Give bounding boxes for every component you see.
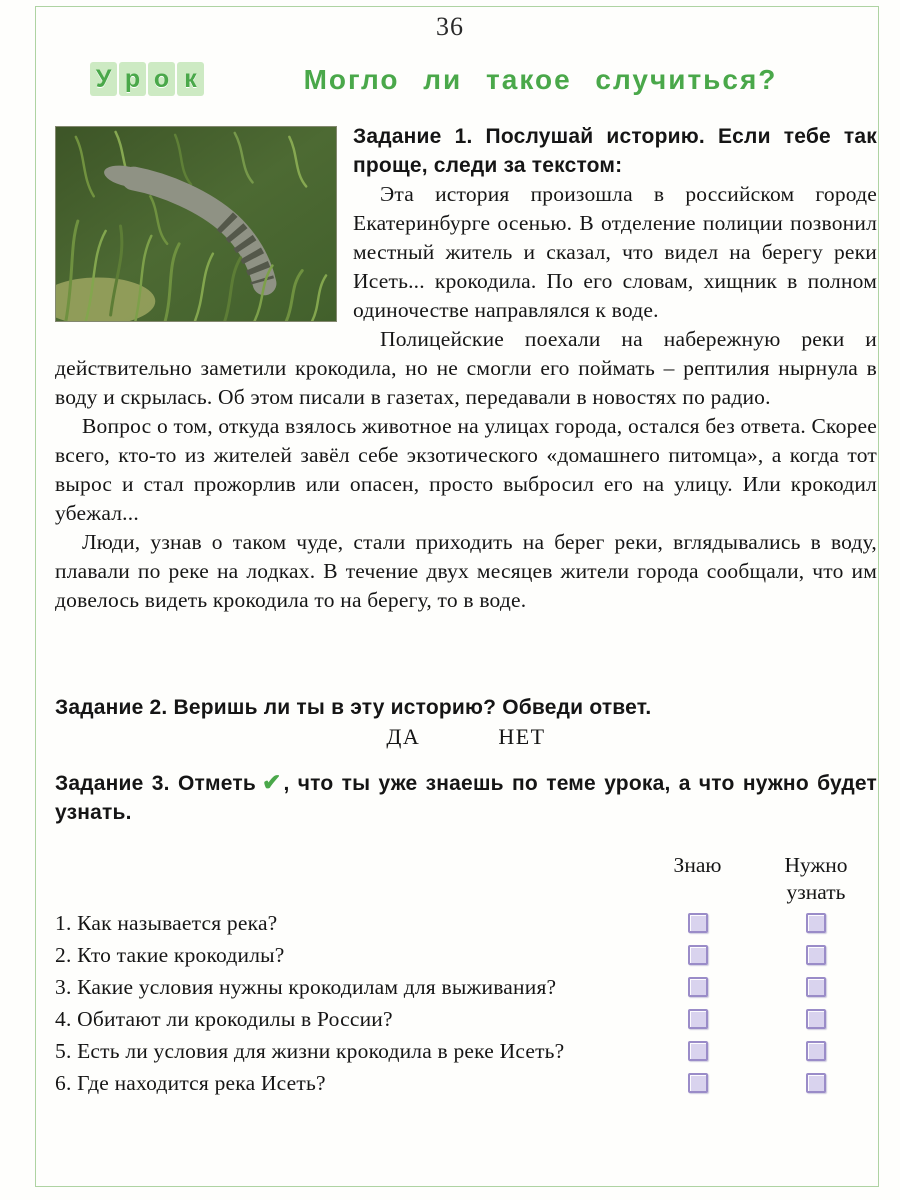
know-checkbox[interactable] <box>688 1009 708 1029</box>
yes-no-answers <box>55 724 877 750</box>
know-cell <box>640 1004 755 1029</box>
question-text: 4. Обитают ли крокодилы в России? <box>55 1007 393 1031</box>
column-learn-label: Нужно узнать <box>784 853 848 904</box>
question-text: 3. Какие условия нужны крокодилам для выживания? <box>55 975 557 999</box>
learn-cell <box>755 1004 877 1029</box>
question-text: 2. Кто такие крокодилы? <box>55 943 285 967</box>
checklist-row <box>55 1068 877 1098</box>
know-checkbox[interactable] <box>688 1073 708 1093</box>
task3-label: Задание 3. <box>55 772 170 795</box>
learn-checkbox[interactable] <box>806 1041 826 1061</box>
know-checkbox[interactable] <box>688 913 708 933</box>
story-paragraph: Люди, узнав о таком чуде, стали приходить на берег реки, вглядывались в воду, плавали по реке на лодках. В течение двух месяцев жители города сообщали, что им довелось видеть крокодила то на берегу, то в воде. <box>55 530 877 612</box>
story-paragraph: Эта история произошла в российском городе Екатеринбурге осенью. В отделение полиции позвонил местный житель и сказал, что видел на берегу реки Исеть... крокодила. По его словам, хищник в полном одиночестве направлялся к воде. <box>353 182 877 322</box>
know-cell <box>640 972 755 997</box>
task1-instruction: Послушай историю. Если тебе так проще, следи за текстом: <box>353 125 877 177</box>
task2-label: Задание 2. <box>55 696 168 719</box>
checklist-row <box>55 972 877 1002</box>
learn-column-header-cell <box>755 852 877 906</box>
lesson-header <box>55 62 877 96</box>
task3-instruction-before: Отметь <box>178 772 256 795</box>
lesson-title: Могло ли такое случиться? <box>303 64 778 95</box>
know-cell <box>640 908 755 933</box>
question-text: 1. Как называется река? <box>55 911 278 935</box>
checklist-header <box>55 852 877 906</box>
story-content <box>55 122 877 615</box>
story-paragraph: Вопрос о том, откуда взялось животное на улицах города, остался без ответа. Скорее всего, кто-то из жителей завёл себе экзотического «домашнего питомца», а когда тот вырос и стал прожорлив или опасен, просто выбросил его на улицу. Или крокодил убежал... <box>55 414 877 525</box>
learn-checkbox[interactable] <box>806 1009 826 1029</box>
lesson-badge <box>90 62 204 96</box>
learn-cell <box>755 1068 877 1093</box>
question-text: 5. Есть ли условия для жизни крокодила в реке Исеть? <box>55 1039 565 1063</box>
task2-instruction: Веришь ли ты в эту историю? Обведи ответ. <box>173 696 652 719</box>
know-checkbox[interactable] <box>688 945 708 965</box>
task2-heading <box>55 693 877 722</box>
learn-checkbox[interactable] <box>806 945 826 965</box>
answer-yes[interactable]: ДА <box>386 724 421 749</box>
know-checkbox[interactable] <box>688 1041 708 1061</box>
know-cell <box>640 1036 755 1061</box>
answer-no[interactable]: НЕТ <box>498 724 546 749</box>
badge-letter: о <box>148 62 175 96</box>
task1-label: Задание 1. <box>353 125 473 148</box>
task3-heading <box>55 768 877 827</box>
know-checkbox[interactable] <box>688 977 708 997</box>
learn-checkbox[interactable] <box>806 977 826 997</box>
checkmark-icon: ✔ <box>261 769 282 795</box>
learn-checkbox[interactable] <box>806 1073 826 1093</box>
checklist <box>55 908 877 1100</box>
column-know-label: Знаю <box>673 853 722 877</box>
learn-cell <box>755 972 877 997</box>
question-text: 6. Где находится река Исеть? <box>55 1071 326 1095</box>
checklist-row <box>55 940 877 970</box>
task3-instruction-after: , что ты уже знаешь по теме урока, а что нужно будет узнать. <box>55 772 877 824</box>
crocodile-photo-art <box>56 127 336 321</box>
badge-letter: У <box>90 62 117 96</box>
learn-cell <box>755 908 877 933</box>
checklist-row <box>55 1036 877 1066</box>
learn-cell <box>755 940 877 965</box>
badge-letter: к <box>177 62 204 96</box>
know-cell <box>640 940 755 965</box>
badge-letter: р <box>119 62 146 96</box>
page-number: 36 <box>436 12 464 41</box>
crocodile-photo <box>55 126 337 322</box>
know-column-header-cell <box>640 852 755 879</box>
know-cell <box>640 1068 755 1093</box>
checklist-row <box>55 1004 877 1034</box>
checklist-row <box>55 908 877 938</box>
story-paragraph: Полицейские поехали на набережную реки и действительно заметили крокодила, но не смогли его поймать – рептилия нырнула в воду и скрылась. Об этом писали в газетах, передавали в новостях по радио. <box>55 327 877 409</box>
learn-cell <box>755 1036 877 1061</box>
learn-checkbox[interactable] <box>806 913 826 933</box>
